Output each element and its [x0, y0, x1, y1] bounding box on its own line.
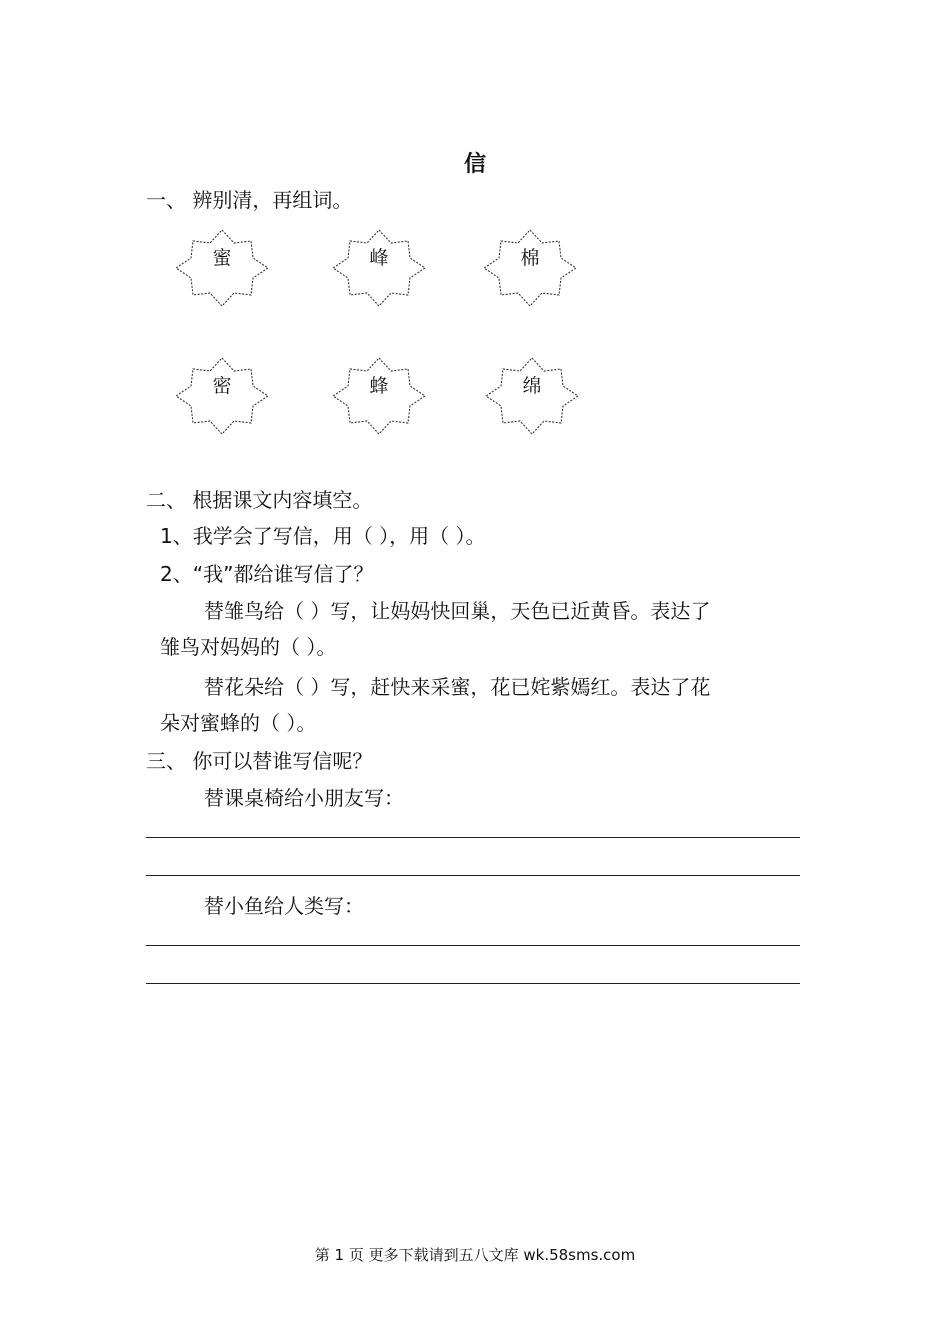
- question-1: 1、我学会了写信，用（ ），用（ ）。: [160, 524, 486, 548]
- writing-line[interactable]: [146, 837, 800, 838]
- star-char: 绵: [522, 375, 542, 397]
- question-2: 2、“我”都给谁写信了？: [160, 562, 374, 586]
- answer-2-line-1: 替花朵给（ ）写，赶快来采蜜，花已姹紫嫣红。表达了花: [204, 675, 711, 699]
- answer-1-line-2: 雏鸟对妈妈的（ ）。: [160, 635, 337, 659]
- star-char: 密: [212, 375, 232, 397]
- star-char: 蜂: [369, 375, 389, 397]
- section3-heading: 三、 你可以替谁写信呢？: [146, 749, 373, 773]
- writing-prompt-2: 替小鱼给人类写：: [204, 894, 364, 918]
- char-star-5: [333, 358, 425, 434]
- answer-1-line-1: 替雏鸟给（ ）写，让妈妈快回巢，天色已近黄昏。表达了: [204, 599, 711, 623]
- star-char: 峰: [369, 247, 389, 269]
- page-title: 信: [463, 152, 486, 177]
- char-star-2: [333, 230, 425, 306]
- char-star-3: [484, 230, 576, 306]
- char-star-1: [176, 230, 268, 306]
- section2-heading: 二、 根据课文内容填空。: [146, 488, 373, 512]
- char-star-6: [486, 358, 578, 434]
- answer-2-line-2: 朵对蜜蜂的（ ）。: [160, 711, 317, 735]
- char-star-4: [176, 358, 268, 434]
- writing-line[interactable]: [146, 945, 800, 946]
- writing-prompt-1: 替课桌椅给小朋友写：: [204, 786, 404, 810]
- page-footer: 第 1 页 更多下载请到五八文库 wk.58sms.com: [314, 1246, 636, 1264]
- writing-line[interactable]: [146, 875, 800, 876]
- section1-heading: 一、 辨别清，再组词。: [146, 188, 353, 212]
- writing-line[interactable]: [146, 983, 800, 984]
- star-char: 棉: [520, 247, 540, 269]
- star-char: 蜜: [212, 247, 232, 269]
